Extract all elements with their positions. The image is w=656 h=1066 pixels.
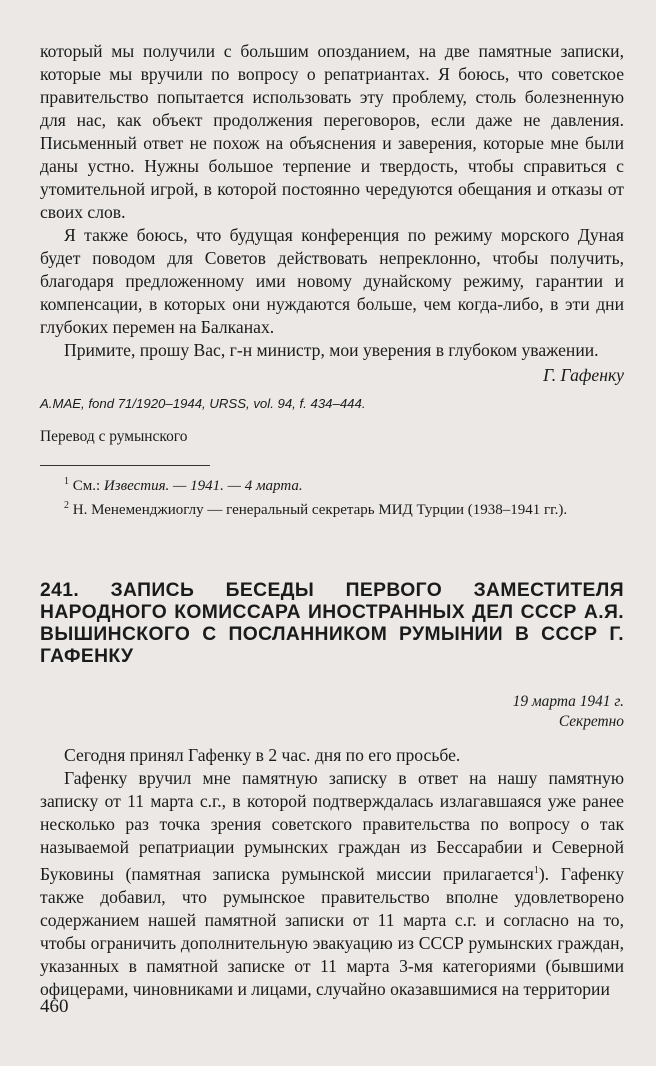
document-classification: Секретно xyxy=(558,713,624,730)
document-date: 19 марта 1941 г. xyxy=(512,693,624,710)
footnote-1-prefix: См.: xyxy=(72,478,104,494)
document-241 xyxy=(40,580,624,1001)
footnote-1-citation: Известия. — 1941. — 4 марта. xyxy=(103,478,303,494)
footnote-divider xyxy=(40,465,210,466)
footnote-1 xyxy=(40,472,624,496)
document-paragraph-2 xyxy=(40,767,624,1001)
footnote-2-mark: 2 xyxy=(64,500,69,511)
page-number: 460 xyxy=(40,996,69,1017)
archive-source: A.MAE, fond 71/1920–1944, URSS, vol. 94, f. 434–444. xyxy=(40,396,366,411)
footnote-2 xyxy=(40,496,624,520)
letter-paragraph-1: который мы получили с большим опозданием, на две памятные записки, которые мы вручили по вопросу о репатриантах. Я боюсь, что советское правительство попытается использовать эту проблему, столь болезненную для нас, как объект продолжения переговоров, если даже не давления. Письменный ответ не похож на объяснения и заверения, которые мне были даны устно. Нужны большое терпение и твердость, чтобы справиться с утомительной игрой, в которой постоянно чередуются обещания и отказы от своих слов. xyxy=(40,41,624,222)
translation-note: Перевод с румынского xyxy=(40,428,188,445)
letter-paragraph-3: Примите, прошу Вас, г-н министр, мои уверения в глубоком уважении. xyxy=(64,340,599,360)
document-footnote-mark: 1 xyxy=(533,865,539,876)
letter-paragraph-2: Я также боюсь, что будущая конференция по режиму морского Дуная будет поводом для Советов действовать непреклонно, чтобы получить, благодаря предложенному ими новому дунайскому режиму, гарантии и компенсации, в которых они нуждаются больше, чем когда-либо, в эти дни глубоких перемен на Балканах. xyxy=(40,225,624,337)
document-paragraph-1: Сегодня принял Гафенку в 2 час. дня по его просьбе. xyxy=(64,745,461,765)
document-paragraph-2-part-b: ). Гафенку также добавил, что румынское правительство вполне удовлетворено содержанием нашей памятной записки от 11 марта с.г. и согласно на то, чтобы ограничить дополнительную эвакуацию из СССР румынских граждан, указанных в памятной записке от 11 марта 3-мя категориями (бывшими офицерами, чиновниками и лицами, случайно оказавшимися на территории xyxy=(40,863,624,999)
footnote-2-text: Н. Менеменджиоглу — генеральный секретарь МИД Турции (1938–1941 гг.). xyxy=(72,502,568,518)
signature: Г. Гафенку xyxy=(543,365,624,385)
document-title: 241. ЗАПИСЬ БЕСЕДЫ ПЕРВОГО ЗАМЕСТИТЕЛЯ НАРОДНОГО КОМИССАРА ИНОСТРАННЫХ ДЕЛ СССР А.Я. ВЫШИНСКОГО С ПОСЛАННИКОМ РУМЫНИИ В СССР Г. ГАФЕНКУ xyxy=(40,580,624,667)
letter-text xyxy=(40,40,624,520)
footnote-1-mark: 1 xyxy=(64,476,69,487)
document-paragraph-2-part-a: Гафенку вручил мне памятную записку в ответ на нашу памятную записку от 11 марта с.г., в которой подтверждалась излагавшаяся уже ранее несколько раз точка зрения советского правительства по вопросу о так называемой репатриации румынских граждан из Бессарабии и Северной Буковины (памятная записка румынской миссии прилагается xyxy=(40,768,624,884)
